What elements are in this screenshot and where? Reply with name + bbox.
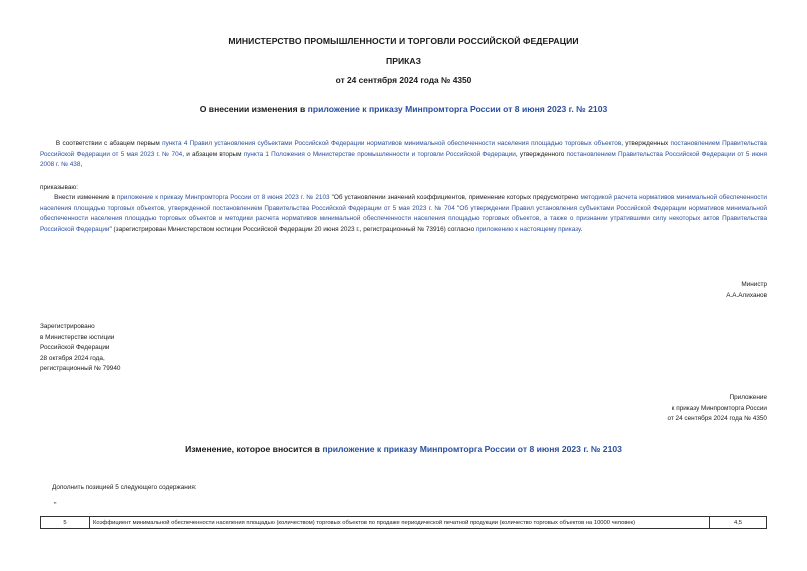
appendix-title [0,444,807,454]
signature-name: А.А.Алиханов [726,291,767,299]
registration-line: Российской Федерации [40,344,110,351]
ministry-heading: МИНИСТЕРСТВО ПРОМЫШЛЕННОСТИ И ТОРГОВЛИ РОССИЙСКОЙ ФЕДЕРАЦИИ [228,36,579,46]
order-text-2: "Об установлении значений коэффициентов, применение которых предусмотрено [329,194,581,201]
preamble-text-5: , [80,161,83,168]
order-text-1: Внести изменение в [54,194,117,201]
link-resolution-438[interactable]: постановлением Правительства Российской Федерации от 5 июня 2008 г. № 438 [40,150,767,168]
signature-block [726,280,767,301]
link-resolution-704[interactable]: постановлением Правительства Российской Федерации от 5 мая 2023 г. № 704 [40,140,767,158]
link-appendix[interactable]: приложению к настоящему приказу [475,225,581,233]
order-paragraph [40,193,767,235]
opening-quote: " [54,502,57,509]
appendix-intro: Дополнить позицией 5 следующего содержания: [52,484,197,491]
registration-line: в Министерстве юстиции [40,333,115,341]
appendix-header [667,393,767,425]
preamble-text-1: В соответствии с абзацем первым [55,140,163,147]
appendix-title-text: Изменение, которое вносится в [185,444,323,454]
order-word: приказываю: [40,184,78,191]
signature-position: Министр [741,281,767,288]
order-text-5: . [580,225,583,233]
order-title [0,104,807,114]
order-text-4: " (зарегистрирован Министерством юстиции Российской Федерации 20 июня 2023 г., регистрационный № 73916) согласно [109,225,476,233]
preamble-text-2: , утвержденных [621,140,671,147]
appendix-line: Приложение [729,394,767,401]
link-methodology[interactable]: методикой расчета нормативов минимальной обеспеченности населения площадью торговых объектов, утвержденной постановлением Правительства Российской Федерации от 5 мая 2023 г. № 704 [40,194,767,212]
link-rules-point-4[interactable]: пункта 4 Правил установления субъектами Российской Федерации нормативов минимальной обеспеченности населения площадью торговых объектов [162,140,622,147]
order-date-number: от 24 сентября 2024 года № 4350 [335,75,472,85]
row-value-cell: 4,5 [710,517,767,529]
order-title-text: О внесении изменения в [199,104,308,114]
table-row [41,517,767,529]
link-approval-rules[interactable]: Об утверждении Правил установления субъектами Российской Федерации нормативов минимальной обеспеченности населения площадью торговых объектов и методики расчета нормативов минимальной обеспеченности населения площадью торговых объектов, а также о признании утратившими силу некоторых актов Правительства Российской Федерации [40,204,768,233]
preamble-text-4: , утвержденного [515,150,567,158]
preamble-paragraph [40,139,767,171]
amendment-table [40,516,767,529]
registration-block [40,322,120,375]
order-text-3: " [454,204,460,212]
registration-line: Зарегистрировано [40,323,95,330]
registration-line: 28 октября 2024 года, [40,354,105,362]
preamble-text-3: , и абзацем вторым [182,150,244,158]
registration-line: регистрационный № 79940 [40,365,121,372]
doc-type-heading: ПРИКАЗ [386,56,421,66]
appendix-title-link[interactable]: приложение к приказу Минпромторга России от 8 июня 2023 г. № 2103 [322,444,622,454]
link-regulation-point-1[interactable]: пункта 1 Положения о Министерстве промышленности и торговли Российской Федерации [243,150,516,158]
appendix-line: к приказу Минпромторга России [671,404,767,412]
link-order-2103[interactable]: приложение к приказу Минпромторга России от 8 июня 2023 г. № 2103 [116,194,330,201]
row-number-cell: 5 [41,517,90,529]
appendix-line: от 24 сентября 2024 года № 4350 [667,415,767,422]
row-description-cell: Коэффициент минимальной обеспеченности населения площадью (количеством) торговых объектов по продаже периодической печатной продукции (количество торговых объектов на 10000 человек) [90,517,710,529]
order-title-link[interactable]: приложение к приказу Минпромторга России от 8 июня 2023 г. № 2103 [307,104,608,114]
